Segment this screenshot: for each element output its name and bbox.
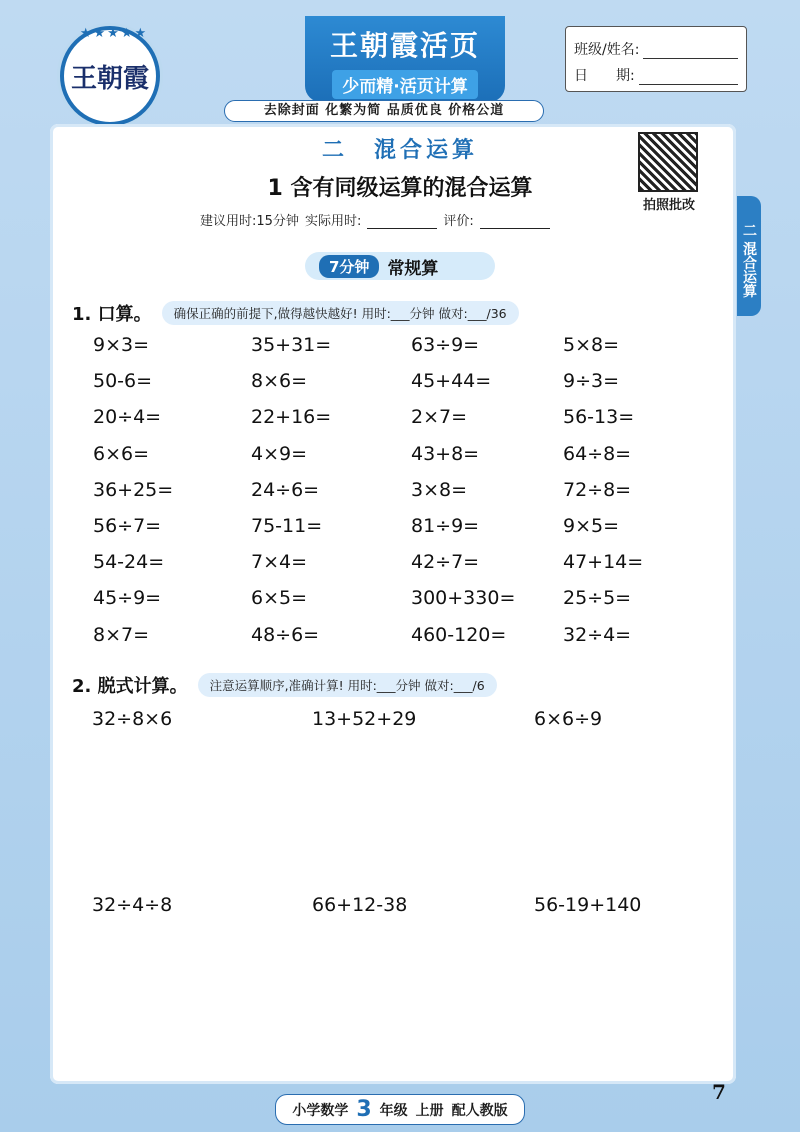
oral-problem: 3×8= [411,478,468,501]
oral-problem: 63÷9= [411,334,480,356]
oral-problem: 72÷8= [563,478,632,501]
brand-subtitle: 少而精·活页计算 [332,70,477,99]
oral-problem: 9×3= [93,334,150,356]
student-info-box [565,26,747,92]
oral-problems-grid [93,334,693,660]
oral-problem: 8×7= [93,623,150,646]
oral-problem: 45+44= [411,370,492,393]
oral-problem: 7×4= [251,551,308,574]
footer-pill [275,1094,524,1125]
page-number: 7 [712,1080,726,1104]
timing-row [200,210,620,229]
date-field[interactable] [639,69,738,85]
oral-problem: 42÷7= [411,551,480,574]
suggested-time: 建议用时:15分钟 [200,214,299,229]
footer-grade-suffix: 年级 [379,1102,408,1119]
oral-problem: 9×5= [563,514,620,537]
oral-problem: 32÷4= [563,623,632,646]
expression-problem: 56-19+140 [534,894,642,916]
section1-note: 确保正确的前提下,做得越快越好! 用时:___分钟 做对:___/36 [162,301,519,325]
oral-problem: 300+330= [411,587,516,610]
expression-problem: 32÷4÷8 [92,894,173,916]
oral-problem: 64÷8= [563,442,632,465]
oral-problem: 56-13= [563,406,635,429]
lesson-title: 1 含有同级运算的混合运算 [267,176,533,201]
section-pill [305,252,495,280]
oral-problem: 24÷6= [251,478,320,501]
section2-header [72,672,497,698]
oral-problem: 45÷9= [93,587,162,610]
oral-problem: 4×9= [251,442,308,465]
section2-title: 2. 脱式计算。 [72,676,188,697]
section1-title: 1. 口算。 [72,304,152,325]
oral-problem: 25÷5= [563,587,632,610]
oral-problem: 22+16= [251,406,332,429]
oral-problem: 48÷6= [251,623,320,646]
slogan-banner: 去除封面 化繁为简 品质优良 价格公道 [224,100,544,122]
expression-problem: 13+52+29 [312,708,417,730]
oral-problem: 9÷3= [563,370,620,393]
pill-minutes: 7分钟 [319,255,379,278]
oral-problem: 8×6= [251,370,308,393]
oral-problem: 5×8= [563,334,620,356]
qr-label: 拍照批改 [642,198,695,213]
date-row [574,59,738,85]
class-name-field[interactable] [643,43,738,59]
oral-problem: 6×5= [251,587,308,610]
stars-decoration: ★★★★★ [79,26,149,41]
oral-problem: 50-6= [93,370,153,393]
oral-problem: 81÷9= [411,514,480,537]
brand-logo [60,26,160,126]
oral-problem: 20÷4= [93,406,162,429]
actual-time-field[interactable] [367,210,437,229]
brand-title: 王朝霞活页 [329,29,480,62]
expression-problem: 66+12-38 [312,894,408,916]
section1-header [72,300,519,326]
footer-volume: 上册 [415,1102,444,1119]
footer [0,1094,800,1125]
oral-problem: 54-24= [93,551,165,574]
oral-problem: 35+31= [251,334,332,356]
expression-problems-grid [92,708,692,1080]
class-name-label: 班级/姓名: [574,42,640,58]
logo-text: 王朝霞 [70,63,149,94]
rating-label: 评价: [443,214,474,229]
actual-time-label: 实际用时: [304,214,362,229]
oral-problem: 47+14= [563,551,644,574]
oral-problem: 460-120= [411,623,507,646]
brand-banner [305,16,505,102]
section2-note: 注意运算顺序,准确计算! 用时:___分钟 做对:___/6 [198,673,497,697]
footer-edition: 配人教版 [451,1102,508,1119]
oral-problem: 6×6= [93,442,150,465]
class-name-row [574,33,738,59]
rating-field[interactable] [480,210,550,229]
oral-problem: 2×7= [411,406,468,429]
chapter-side-tab: 二 混合运算 [737,196,761,316]
oral-problem: 36+25= [93,478,174,501]
expression-problem: 6×6÷9 [534,708,603,730]
expression-problem: 32÷8×6 [92,708,173,730]
oral-problem: 75-11= [251,514,323,537]
oral-problem: 43+8= [411,442,480,465]
pill-label: 常规算 [387,258,439,279]
footer-grade-number: 3 [356,1097,372,1122]
oral-problem: 56÷7= [93,514,162,537]
date-label: 日 期: [574,68,635,84]
chapter-title: 二 混合运算 [321,138,478,163]
footer-subject: 小学数学 [292,1102,349,1119]
